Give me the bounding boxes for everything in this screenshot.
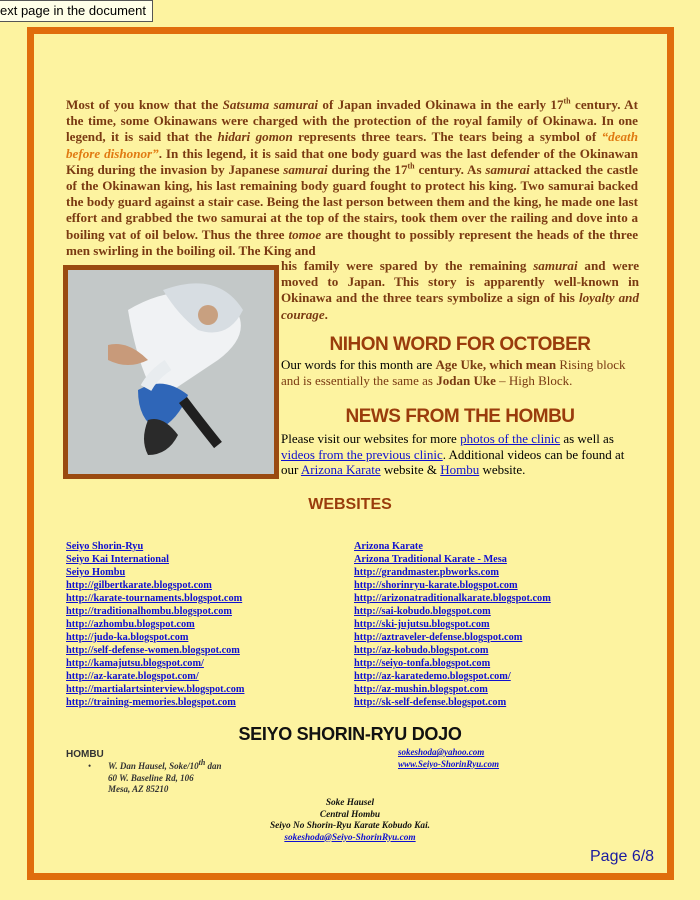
website-list-item [354,579,551,592]
bullet-icon: • [88,761,92,771]
website-right-link[interactable]: http://ski-jujutsu.blogspot.com [354,619,490,630]
website-left-link[interactable]: http://azhombu.blogspot.com [66,619,195,630]
website-list-item [66,540,244,553]
hombu-link[interactable]: Hombu [440,462,480,477]
news-paragraph: Please visit our websites for more photos of the clinic as well as videos from the previous clinic. Additional videos can be found at our Arizona Karate website & Hombu website. [281,431,625,477]
website-list-item [354,670,551,683]
website-list-item [354,566,551,579]
website-list-item [66,592,244,605]
website-list-item [354,618,551,631]
websites-right-list [354,540,551,709]
website-left-link[interactable]: Seiyo Kai International [66,554,169,565]
dojo-contact [398,747,499,770]
website-right-link[interactable]: http://arizonatraditionalkarate.blogspot.com [354,593,551,604]
website-list-item [354,605,551,618]
page-number: Page 6/8 [590,848,655,865]
website-list-item [354,696,551,709]
website-list-item [354,657,551,670]
website-left-link[interactable]: http://judo-ka.blogspot.com [66,632,189,643]
tooltip: ext page in the document [0,0,153,22]
website-list-item [66,670,244,683]
website-list-item [66,566,244,579]
videos-clinic-link[interactable]: videos from the previous clinic [281,446,443,462]
signature-block: Soke Hausel Central Hombu Seiyo No Shorin-Ryu Karate Kobudo Kai. sokeshoda@Seiyo-ShorinRyu.com [270,798,430,843]
website-list-item [66,696,244,709]
website-list-item [66,579,244,592]
signature-email-link[interactable]: sokeshoda@Seiyo-ShorinRyu.com [284,832,416,843]
website-left-link[interactable]: http://self-defense-women.blogspot.com [66,645,240,656]
website-left-link[interactable]: http://kamajutsu.blogspot.com/ [66,658,204,669]
photos-clinic-link[interactable]: photos of the clinic [460,431,561,446]
nihon-paragraph: Our words for this month are Age Uke, which mean Rising block and is essentially the same as Jodan Uke – High Block. [281,357,626,388]
website-right-link[interactable]: http://sk-self-defense.blogspot.com [354,697,507,708]
websites-title: WEBSITES [308,496,392,513]
website-right-link[interactable]: http://aztraveler-defense.blogspot.com [354,632,523,643]
dojo-title: SEIYO SHORIN-RYU DOJO [238,724,462,744]
website-right-link[interactable]: http://az-mushin.blogspot.com [354,684,488,695]
website-list-item [66,553,244,566]
nihon-heading: NIHON WORD FOR OCTOBER [329,334,591,355]
website-left-link[interactable]: http://martialartsinterview.blogspot.com [66,684,245,695]
website-left-link[interactable]: http://traditionalhombu.blogspot.com [66,606,232,617]
story-paragraph: Most of you know that the Satsuma samurai of Japan invaded Okinawa in the early 17th century. At the time, some Okinawans were charged with the protection of the royal family of Okinawa. In one legend, it is said that the hidari gomon represents three tears. The tears being a symbol of “death before dishonor”. In this legend, it is said that one body guard was the last defender of the Okinawan King during the invasion by Japanese samurai during the 17th century. As samurai attacked the castle of the Okinawan king, his last remaining body guard fought to protect his king. Two samurai backed the body guard against a stair case. Being the last person between them and the king, he made one last effort and grabbed the two samurai at the top of the stairs, took them over the railing and dove into a boiling vat of oil below. Thus the three tomoe are thought to possibly represent the heads of the three men swirling in the boiling oil. The King and [66,96,638,258]
website-right-link[interactable]: http://sai-kobudo.blogspot.com [354,606,491,617]
website-list-item [354,631,551,644]
website-left-link[interactable]: http://az-karate.blogspot.com/ [66,671,199,682]
website-left-link[interactable]: Seiyo Hombu [66,567,126,578]
dojo-website-link[interactable]: www.Seiyo-ShorinRyu.com [398,758,500,769]
website-left-link[interactable]: http://training-memories.blogspot.com [66,697,236,708]
website-left-link[interactable]: Seiyo Shorin-Ryu [66,541,144,552]
website-list-item [354,644,551,657]
website-list-item [354,683,551,696]
website-list-item [66,631,244,644]
website-list-item [66,683,244,696]
website-list-item [66,644,244,657]
website-right-link[interactable]: Arizona Karate [354,541,423,552]
website-right-link[interactable]: http://shorinryu-karate.blogspot.com [354,580,518,591]
hombu-address: W. Dan Hausel, Soke/10th dan 60 W. Baseline Rd, 106 Mesa, AZ 85210 [108,758,222,794]
website-list-item [66,605,244,618]
website-left-link[interactable]: http://karate-tournaments.blogspot.com [66,593,243,604]
website-list-item [354,553,551,566]
hombu-label: HOMBU [66,749,104,760]
website-right-link[interactable]: Arizona Traditional Karate - Mesa [354,554,507,565]
website-right-link[interactable]: http://az-karatedemo.blogspot.com/ [354,671,511,682]
arizona-karate-link[interactable]: Arizona Karate [300,462,381,477]
news-heading: NEWS FROM THE HOMBU [345,406,575,427]
website-right-link[interactable]: http://grandmaster.pbworks.com [354,567,499,578]
website-list-item [354,592,551,605]
website-list-item [66,657,244,670]
karate-painting-image [63,265,279,479]
website-list-item [354,540,551,553]
website-left-link[interactable]: http://gilbertkarate.blogspot.com [66,580,212,591]
story-continuation: his family were spared by the remaining samurai and were moved to Japan. This story is apparently well-known in Okinawa and the three tears symbolize a sign of his loyalty and courage. [281,258,640,322]
website-right-link[interactable]: http://seiyo-tonfa.blogspot.com [354,658,491,669]
website-list-item [66,618,244,631]
website-right-link[interactable]: http://az-kobudo.blogspot.com [354,645,489,656]
websites-left-list [66,540,244,709]
dojo-email-link[interactable]: sokeshoda@yahoo.com [398,747,485,757]
